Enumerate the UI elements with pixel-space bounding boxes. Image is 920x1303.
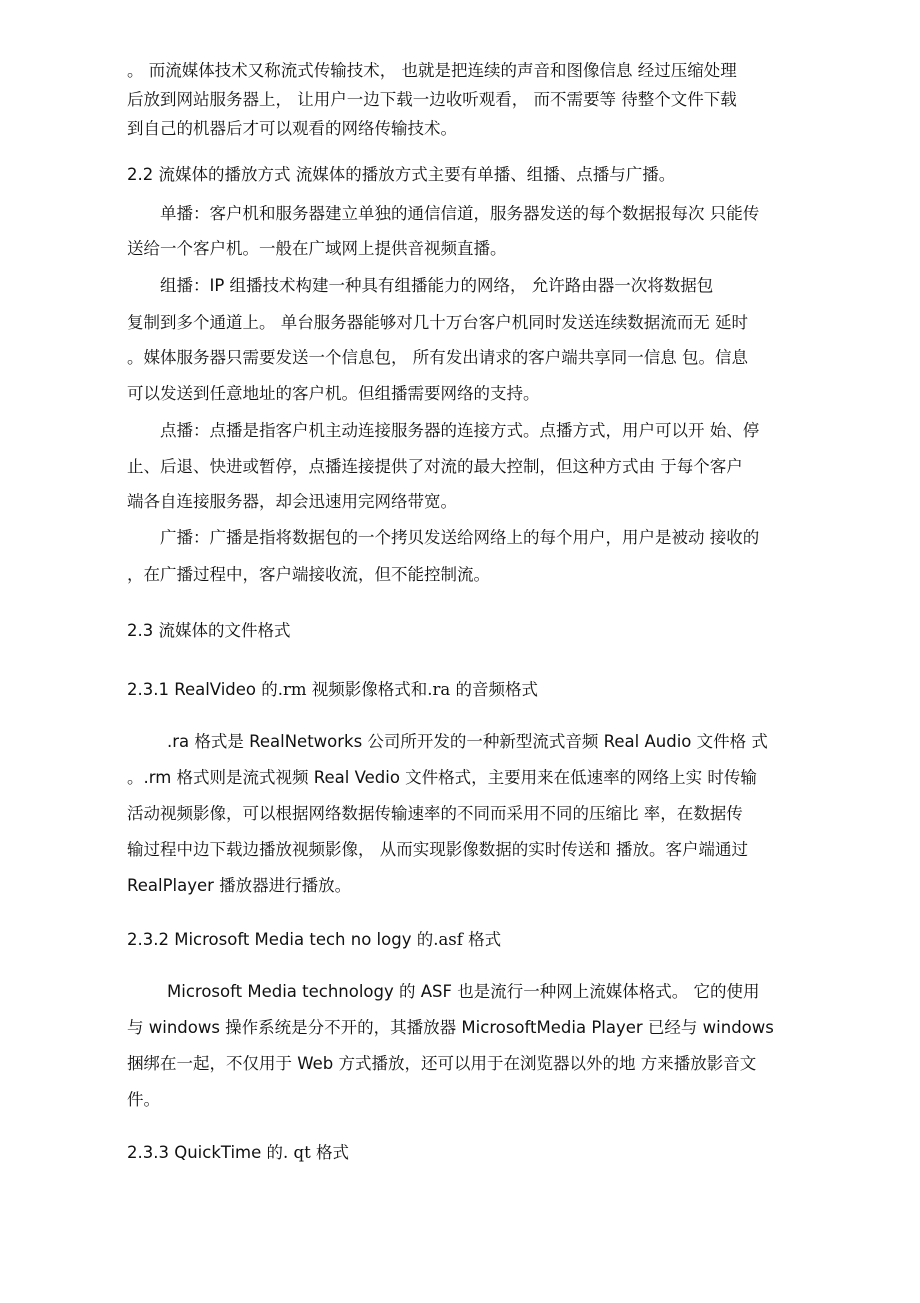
text-line: 端各自连接服务器，却会迅速用完网络带宽。 [127, 492, 457, 511]
text-line: 止、后退、快进或暂停，点播连接提供了对流的最大控制，但这种方式由 于每个客户 [127, 457, 743, 476]
heading-number: 2.3.1 RealVideo [127, 680, 257, 699]
text-line: 。媒体服务器只需要发送一个信息包， 所有发出请求的客户端共享同一信息 包。信息 [127, 348, 748, 367]
heading-number: 2.3.2 Microsoft Media tech no logy [127, 930, 412, 949]
heading-title: 的.rm 视频影像格式和.ra 的音频格式 [256, 680, 539, 699]
section-heading-2-3-3 [127, 1142, 807, 1164]
section-heading-2-3: 2.3 流媒体的文件格式 [127, 621, 291, 640]
text-line: 。.rm 格式则是流式视频 Real Vedio 文件格式，主要用来在低速率的网络上实 时传输 [127, 768, 757, 787]
section-heading-2-3-1 [127, 679, 807, 701]
text-line: 件。 [127, 1090, 160, 1109]
text-line: Microsoft Media technology 的 ASF 也是流行一种网上流媒体格式。 它的使用 [167, 982, 760, 1001]
text-line: 输过程中边下载边播放视频影像， 从而实现影像数据的实时传送和 播放。客户端通过 [127, 840, 748, 859]
text-line: 点播：点播是指客户机主动连接服务器的连接方式。点播方式，用户可以开 始、停 [160, 421, 760, 440]
section-heading-2-3-2 [127, 929, 807, 951]
text-line: 到自己的机器后才可以观看的网络传输技术。 [127, 119, 457, 138]
text-line: 单播：客户机和服务器建立单独的通信信道，服务器发送的每个数据报每次 只能传 [160, 204, 760, 223]
text-line: 组播：IP 组播技术构建一种具有组播能力的网络， 允许路由器一次将数据包 [160, 276, 714, 295]
text-line: .ra 格式是 RealNetworks 公司所开发的一种新型流式音频 Real Audio 文件格 式 [167, 732, 768, 751]
text-line: 复制到多个通道上。 单台服务器能够对几十万台客户机同时发送连续数据流而无 延时 [127, 313, 748, 332]
heading-number: 2.3.3 QuickTime [127, 1143, 262, 1162]
text-line: 送给一个客户机。一般在广域网上提供音视频直播。 [127, 239, 507, 258]
text-line: 。 而流媒体技术又称流式传输技术， 也就是把连续的声音和图像信息 经过压缩处理 [127, 61, 737, 80]
text-line: 与 windows 操作系统是分不开的，其播放器 MicrosoftMedia Player 已经与 windows [127, 1018, 774, 1037]
text-line: RealPlayer 播放器进行播放。 [127, 876, 352, 895]
heading-title: 的.asf 格式 [411, 930, 502, 949]
text-line: 广播：广播是指将数据包的一个拷贝发送给网络上的每个用户，用户是被动 接收的 [160, 528, 760, 547]
text-line: ，在广播过程中，客户端接收流，但不能控制流。 [127, 565, 490, 584]
heading-title: 的. qt 格式 [261, 1143, 349, 1162]
text-line: 后放到网站服务器上， 让用户一边下载一边收听观看， 而不需要等 待整个文件下载 [127, 90, 737, 109]
text-line: 捆绑在一起，不仅用于 Web 方式播放，还可以用于在浏览器以外的地 方来播放影音文 [127, 1054, 757, 1073]
text-line: 活动视频影像，可以根据网络数据传输速率的不同而采用不同的压缩比 率，在数据传 [127, 804, 743, 823]
section-heading-2-2: 2.2 流媒体的播放方式 流媒体的播放方式主要有单播、组播、点播与广播。 [127, 165, 676, 184]
text-line: 可以发送到任意地址的客户机。但组播需要网络的支持。 [127, 384, 540, 403]
